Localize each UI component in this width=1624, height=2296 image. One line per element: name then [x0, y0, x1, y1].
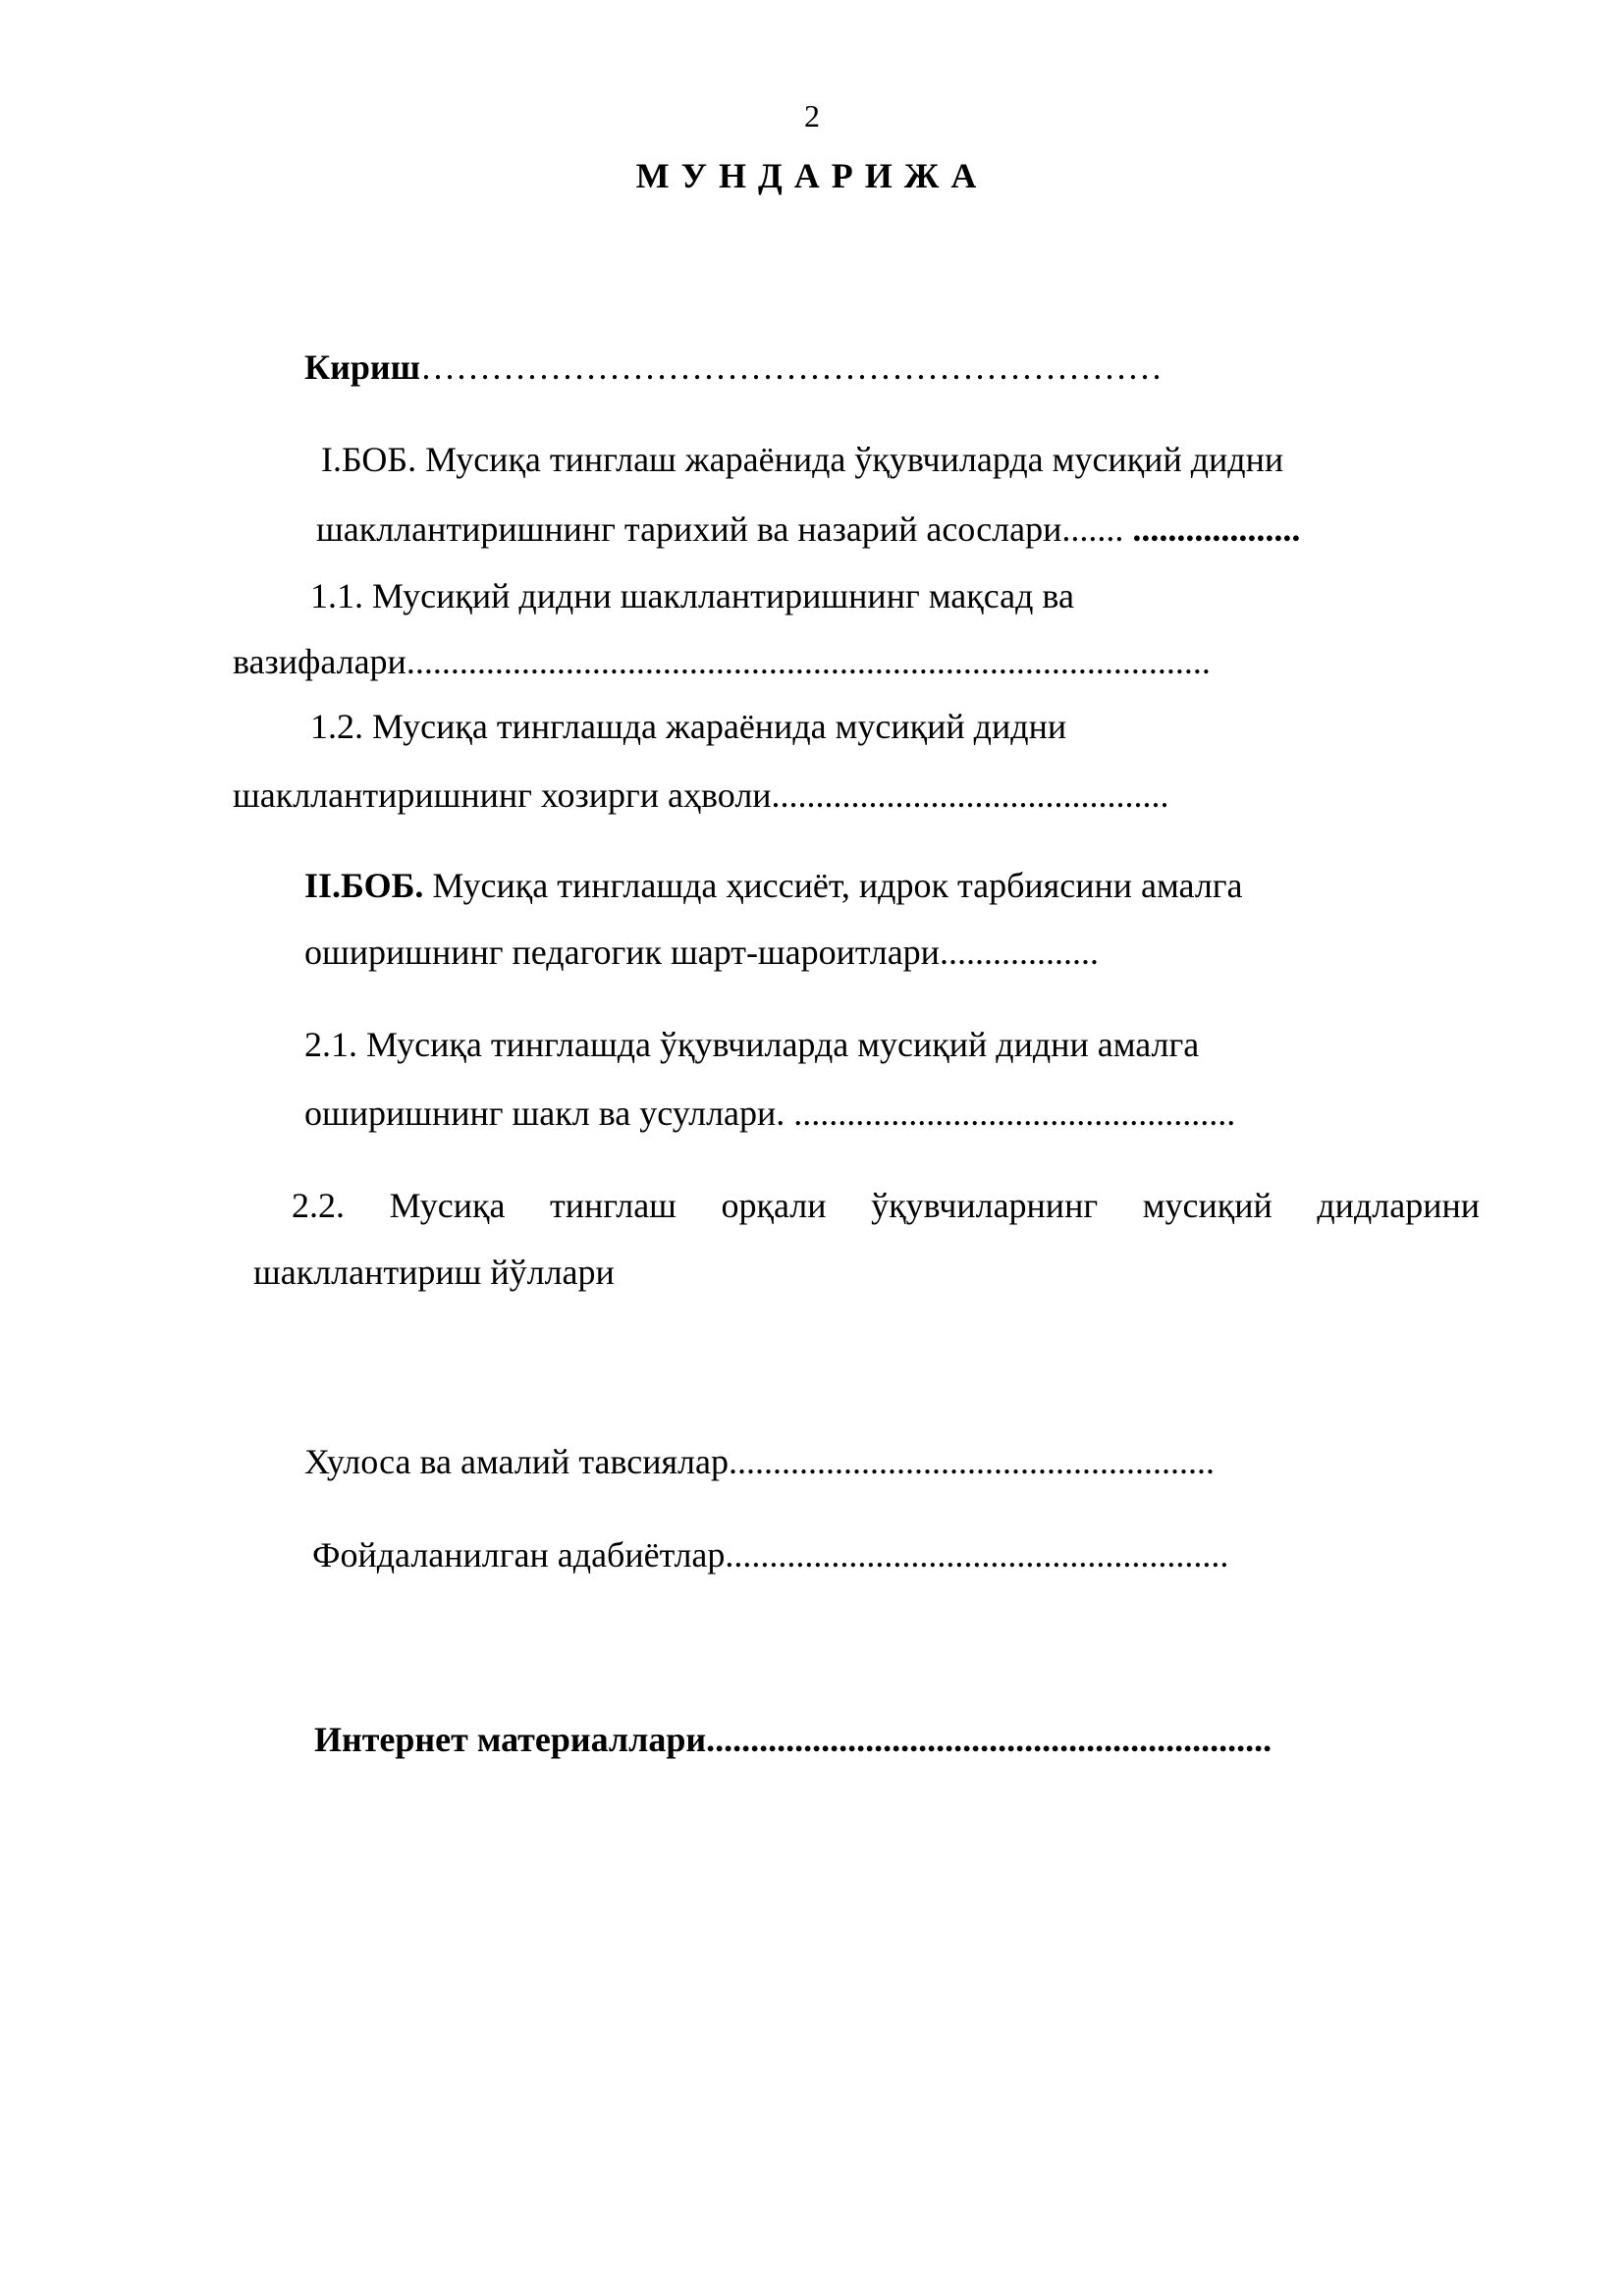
page-title: МУНДАРИЖА: [635, 156, 989, 195]
toc-entry-intro: [304, 346, 1163, 389]
toc-conclusion: Хулоса ва амалий тавсиялар.......................................................: [304, 1442, 1215, 1481]
toc-references: Фойдаланилган адабиётлар.........................................................: [312, 1535, 1229, 1575]
page-number: 2: [804, 98, 820, 133]
toc-chapter1-leader: ...................: [1123, 509, 1301, 549]
toc-section-2-1-line1: 2.1. Мусиқа тинглашда ўқувчиларда мусиқий дидни амалга: [304, 1025, 1200, 1064]
toc-chapter1-line2-text: шакллантиришнинг тарихий ва назарий асослари.......: [316, 509, 1124, 549]
toc-chapter2-line2: оширишнинг педагогик шарт-шароитлари..................: [304, 933, 1099, 972]
toc-section-2-1-line2: оширишнинг шакл ва усуллари. ..................................................: [304, 1094, 1236, 1133]
toc-intro-leader: ………………………………………………………: [420, 347, 1164, 387]
toc-chapter2-line1-text: Мусиқа тинглашда ҳиссиёт, идрок тарбиясини амалга: [423, 866, 1243, 905]
toc-section-2-2-line2: шакллантириш йўллари: [253, 1253, 615, 1292]
toc-section-1-1-line2: вазифалари...........................................................................................: [233, 642, 1211, 681]
toc-section-1-2-line1: 1.2. Мусиқа тинглашда жараёнида мусиқий дидни: [310, 707, 1067, 746]
toc-chapter1-line1: I.БОБ. Мусиқа тинглаш жараёнида ўқувчиларда мусиқий дидни: [321, 440, 1284, 479]
toc-chapter2-label: II.БОБ.: [304, 866, 424, 905]
toc-section-2-2-line1: 2.2. Мусиқа тинглаш орқали ўқувчиларнинг мусиқий дидларини: [292, 1186, 1480, 1225]
toc-internet: Интернет материаллари................................................................: [314, 1720, 1272, 1759]
toc-chapter2-line1: [304, 864, 1243, 907]
toc-section-1-2-line2: шакллантиришнинг хозирги аҳволи.............................................: [233, 775, 1169, 815]
toc-intro-label: Кириш: [304, 347, 421, 387]
toc-section-1-1-line1: 1.1. Мусиқий дидни шакллантиришнинг мақсад ва: [310, 576, 1074, 615]
toc-chapter1-line2: [316, 507, 1300, 551]
